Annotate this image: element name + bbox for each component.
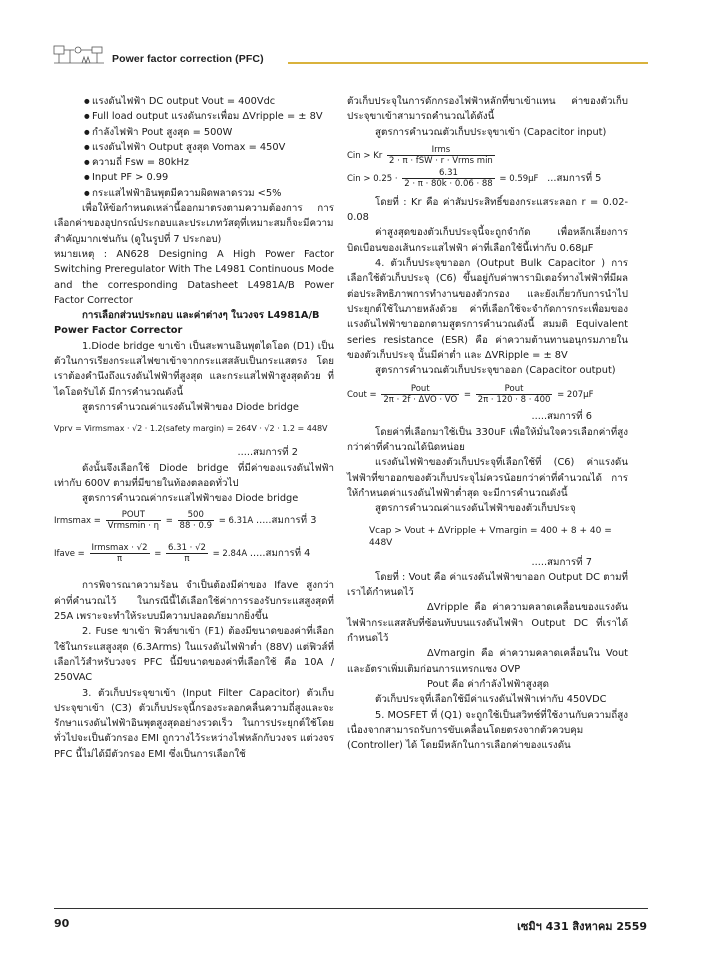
section-heading: การเลือกส่วนประกอบ และค่าต่างๆ ในวงจร L4981A/B Power Factor Corrector [54,310,320,337]
eq-result: = 6.31A [218,516,254,527]
paragraph: ตัวเก็บประจุที่เลือกใช้มีค่าแรงดันไฟฟ้าเท่ากับ 450VDC [375,694,607,706]
eq-fraction [178,510,214,531]
eq-denominator: 2 · π · 80k · 0.06 · 88 [404,178,493,189]
paragraph: 4. ตัวเก็บประจุขาออก (Output Bulk Capacitor ) การเลือกใช้ตัวเก็บประจุ (C6) ขึ้นอยู่กับค่าพารามิเตอร์ทางไฟฟ้าที่มีผลต่อประสิทธิภาพการทำงานของตัวกรอง และยังเกี่ยวกับการนำไปประยุกต์ใช้ในภายหลังด้วย ค่าที่เลือกใช้จะจำกัดการกระเพื่อมของแรงดันไฟฟ้าขาออกตามสูตรการคำนวณดังนี้ สมมติ Equivalent series resistance (ESR) คือ ค่าความต้านทานอนุกรมภายในของตัวเก็บประจุ นั้นมีค่าต่ำ และ ΔVRipple = ± 8V [347,258,628,361]
eq-numerator: POUT [106,510,161,521]
paragraph: 2. Fuse ขาเข้า ฟิวส์ขาเข้า (F1) ต้องมีขนาดของค่าที่เลือกใช้ในกระแสสูงสุด (6.3Arms) ในแรงดันไฟฟ้าต่ำ (88V) แต่ฟิวส์ที่เลือกไว้สำหรับวงจร PFC นี้มีขนาดของค่าที่เลือกใช้ คือ 10A / 250VAC [54,626,334,684]
equation-7: Vcap > Vout + ΔVripple + Vmargin = 400 + 8 + 40 = 448V [369,525,612,548]
paragraph: ΔVripple คือ ค่าความคลาดเคลื่อนของแรงดันไฟฟ้ากระแสสลับที่ซ้อนทับบนแรงดันไฟฟ้า Output DC ที่เราได้กำหนดไว้ [347,602,628,645]
eq-lhs: Cout = [347,390,377,401]
eq-denominator: 2π · 120 · 8 · 400 [477,395,551,406]
paragraph: 1.Diode bridge ขาเข้า เป็นสะพานอินพุตไดโอด (D1) เป็นตัวในการเรียงกระแสไฟขาเข้าจากกระแสสลับเป็นกระแสตรง โดยเราต้องคำนึงถึงแรงดันไฟฟ้าที่สูงสุด และกระแสไฟฟ้าสูงสุดด้วย ที่ไดโอดรับได้ มีการคำนวณดังนี้ [54,340,334,398]
paragraph: ΔVmargin คือ ค่าความคลาดเคลื่อนใน Vout และอัตราเพิ่มเติมก่อนการแทรกแซง OVP [347,648,628,675]
paragraph: สูตรการคำนวณค่ากระแสไฟฟ้าของ Diode bridge [82,493,299,505]
paragraph: โดยค่าที่เลือกมาใช้เป็น 330uF เพื่อให้มั่นใจควรเลือกค่าที่สูงกว่าค่าที่คำนวณได้นิดหน่อย [347,426,628,454]
eq-fraction [402,168,494,189]
eq-fraction [387,145,495,166]
spec-bullet: ● Full load output แรงดันกระเพื่อม ΔVripple = ± 8V [54,109,334,124]
paragraph: ค่าสูงสุดของตัวเก็บประจุนี้จะถูกจำกัด เพื่อหลีกเลี่ยงการบิดเบือนของเส้นกระแสไฟฟ้า ค่าที่เลือกใช้นี้เท่ากับ 0.68μF [347,227,628,254]
eq-result: = 2.84A [212,549,248,560]
eq-denominator: 2π · 2f · ΔVO · VO [383,395,458,406]
paragraph: เพื่อให้ข้อกำหนดเหล่านี้ออกมาตรงตามความต้องการ การเลือกค่าของอุปกรณ์ประกอบและประเภทวัสดุที่เหมาะสมก็จะมีความสำคัญมากเช่นกัน (ดูในรูปที่ 7 ประกอบ) [54,203,334,245]
eq-fraction [476,384,553,405]
spec-bullet: ● แรงดันไฟฟ้า Output สูงสุด Vomax = 450V [54,140,334,155]
eq-result: = 0.59μF [499,173,539,184]
eq-denominator: π [116,554,123,565]
eq-fraction [381,384,459,405]
paragraph: โดยที่ : Vout คือ ค่าแรงดันไฟฟ้าขาออก Output DC ตามที่เราได้กำหนดไว้ [347,571,628,599]
spec-bullet: ● แรงดันไฟฟ้า DC output Vout = 400Vdc [54,94,334,109]
eq-lhs: Irmsmax = [54,516,101,527]
paragraph: แรงดันไฟฟ้าของตัวเก็บประจุที่เลือกใช้ที่ (C6) ค่าแรงดันไฟฟ้าที่ขาออกของตัวเก็บประจุไม่ควรน้อยกว่าค่าที่คำนวณได้ การให้กำหนดค่าแรงดันไฟฟ้าต่ำสุด จะมีการคำนวณดังนี้ [347,457,628,499]
eq-lhs: Ifave = [54,549,85,560]
right-column [347,94,628,753]
eq-fraction [90,543,150,564]
equation-5 [347,168,628,189]
spec-bullet: ● Input PF > 0.99 [54,170,334,185]
spec-bullet: ● กระแสไฟฟ้าอินพุตมีความผิดพลาดรวม <5% [54,186,334,201]
paragraph: สูตรการคำนวณตัวเก็บประจุขาออก (Capacitor output) [375,365,616,377]
eq-numerator: Pout [476,384,553,395]
eq-fraction [106,510,161,531]
paragraph: สูตรการคำนวณค่าแรงดันไฟฟ้าของ Diode bridge [82,401,299,413]
magazine-issue: เซมิฯ 431 สิงหาคม 2559 [517,920,647,933]
equation-2: Vprv = Virmsmax · √2 · 1.2(safety margin) = 264V · √2 · 1.2 = 448V [54,424,328,434]
paragraph: Pout คือ ค่ากำลังไฟฟ้าสูงสุด [427,678,549,690]
spec-bullet: ● ความถี่ Fsw = 80kHz [54,155,334,170]
eq-denominator: Vrmsmin · η [107,521,159,532]
page-number: 90 [54,917,70,930]
paragraph: สูตรการคำนวณค่าแรงดันไฟฟ้าของตัวเก็บประจุ [375,503,576,515]
paragraph: 3. ตัวเก็บประจุขาเข้า (Input Filter Capacitor) ตัวเก็บประจุขาเข้า (C3) ตัวเก็บประจุนี้กรองระลอกคลื่นความถี่สูงและจะรักษาแรงดันไฟฟ้าอินพุตสูงสุดอย่างรวดเร็ว ในการประยุกต์ใช้โดยทั่วไปจะเป็นตัวกรอง EMI ถูกวางไว้ระหว่างไฟหลักกับวงจร แต่วงจร PFC นี้ไม่ได้มีตัวกรอง EMI ซึ่งเป็นการเลือกใช้ [54,687,334,760]
eq-lhs: Cin > Kr [347,150,383,161]
paragraph: ดังนั้นจึงเลือกใช้ Diode bridge ที่มีค่าของแรงดันไฟฟ้าเท่ากับ 600V ตามที่มีขายในท้องตลอดทั่วไป [54,462,334,489]
eq-denominator: π [184,554,190,565]
equation-3: Irmsmax = $\frac{\text{POUT}}{\text{Vrmsmin · η}}$ = $\frac{500}{88 \cdot 0.9}$ = 6.31A .....สมการที่ 3 [54,510,317,532]
eq-numerator: Pout [381,384,459,395]
header-title: Power factor correction (PFC) [112,53,264,65]
equation-number: ...สมการที่ 5 [547,172,602,184]
equation-number: .....สมการที่ 3 [255,515,317,527]
eq-lhs: Cin > 0.25 · [347,173,398,184]
equation-number: .....สมการที่ 4 [249,548,311,560]
eq-numerator: Irmsmax · √2 [91,543,148,554]
paragraph: โดยที่ : Kr คือ ค่าสัมประสิทธิ์ของกระแสระลอก r = 0.02-0.08 [347,196,628,224]
reference-note: หมายเหตุ : AN628 Designing A High Power Factor Switching Preregulator With The L4981 Continuous Mode and the corresponding Datasheet L4981A/B Power Factor Corrector [54,248,334,306]
eq-numerator: 6.31 · √2 [168,543,206,554]
eq-denominator: 88 · 0.9 [179,521,212,532]
eq-denominator: 2 · π · fSW · r · Vrms min [388,155,493,166]
equation-4: Ifave = $\frac{\text{Irmsmax · √2}}{\pi}$ = $\frac{6.31 \cdot √2}{\pi}$ = 2.84A .....สมการที่ 4 [54,543,311,565]
equation-number: .....สมการที่ 7 [531,556,592,568]
paragraph: การพิจารณาความร้อน จำเป็นต้องมีค่าของ Ifave สูงกว่าค่าที่คำนวณไว้ ในกรณีนี้ได้เลือกใช้ค่าการรองรับกระแสสูงสุดที่ 25A เพราะจะทำให้ระบบมีความปลอดภัยมากยิ่งขึ้น [54,580,334,623]
eq-numerator: 6.31 [402,168,494,179]
left-column [54,94,334,762]
equation-6: Cout = $\frac{\text{Pout}}{\text{2π · 2f · ΔVO · VO}}$ = $\frac{\text{Pout}}{2\pi \cdot 120 \cdot 8 \cdot 400}$ = 207μF [347,384,594,406]
equation-cin-formula [347,145,628,166]
equation-number: .....สมการที่ 6 [531,411,592,423]
paragraph: ตัวเก็บประจุในการดักกรองไฟฟ้าหลักที่ขาเข้าแทน ค่าของตัวเก็บประจุขาเข้าสามารถคำนวณได้ดังนี้ [347,96,628,123]
paragraph: 5. MOSFET ที่ (Q1) จะถูกใช้เป็นสวิทช์ที่ใช้งานกับความถี่สูง เนื่องจากสามารถรับการขับเคลื่อนโดยตรงจากตัวควบคุม (Controller) ได้ โดยมีหลักในการเลือกค่าของแรงดัน [347,709,628,752]
eq-result: = 207μF [557,390,594,401]
eq-fraction [166,543,208,564]
circuit-logo-icon [52,43,106,67]
eq-numerator: 500 [178,510,214,521]
equation-number: .....สมการที่ 2 [237,447,298,459]
header-divider [288,62,648,64]
eq-numerator: Irms [387,145,495,156]
spec-bullet: ● กำลังไฟฟ้า Pout สูงสุด = 500W [54,125,334,140]
footer-divider [54,908,648,909]
paragraph: สูตรการคำนวณตัวเก็บประจุขาเข้า (Capacitor input) [375,126,607,138]
